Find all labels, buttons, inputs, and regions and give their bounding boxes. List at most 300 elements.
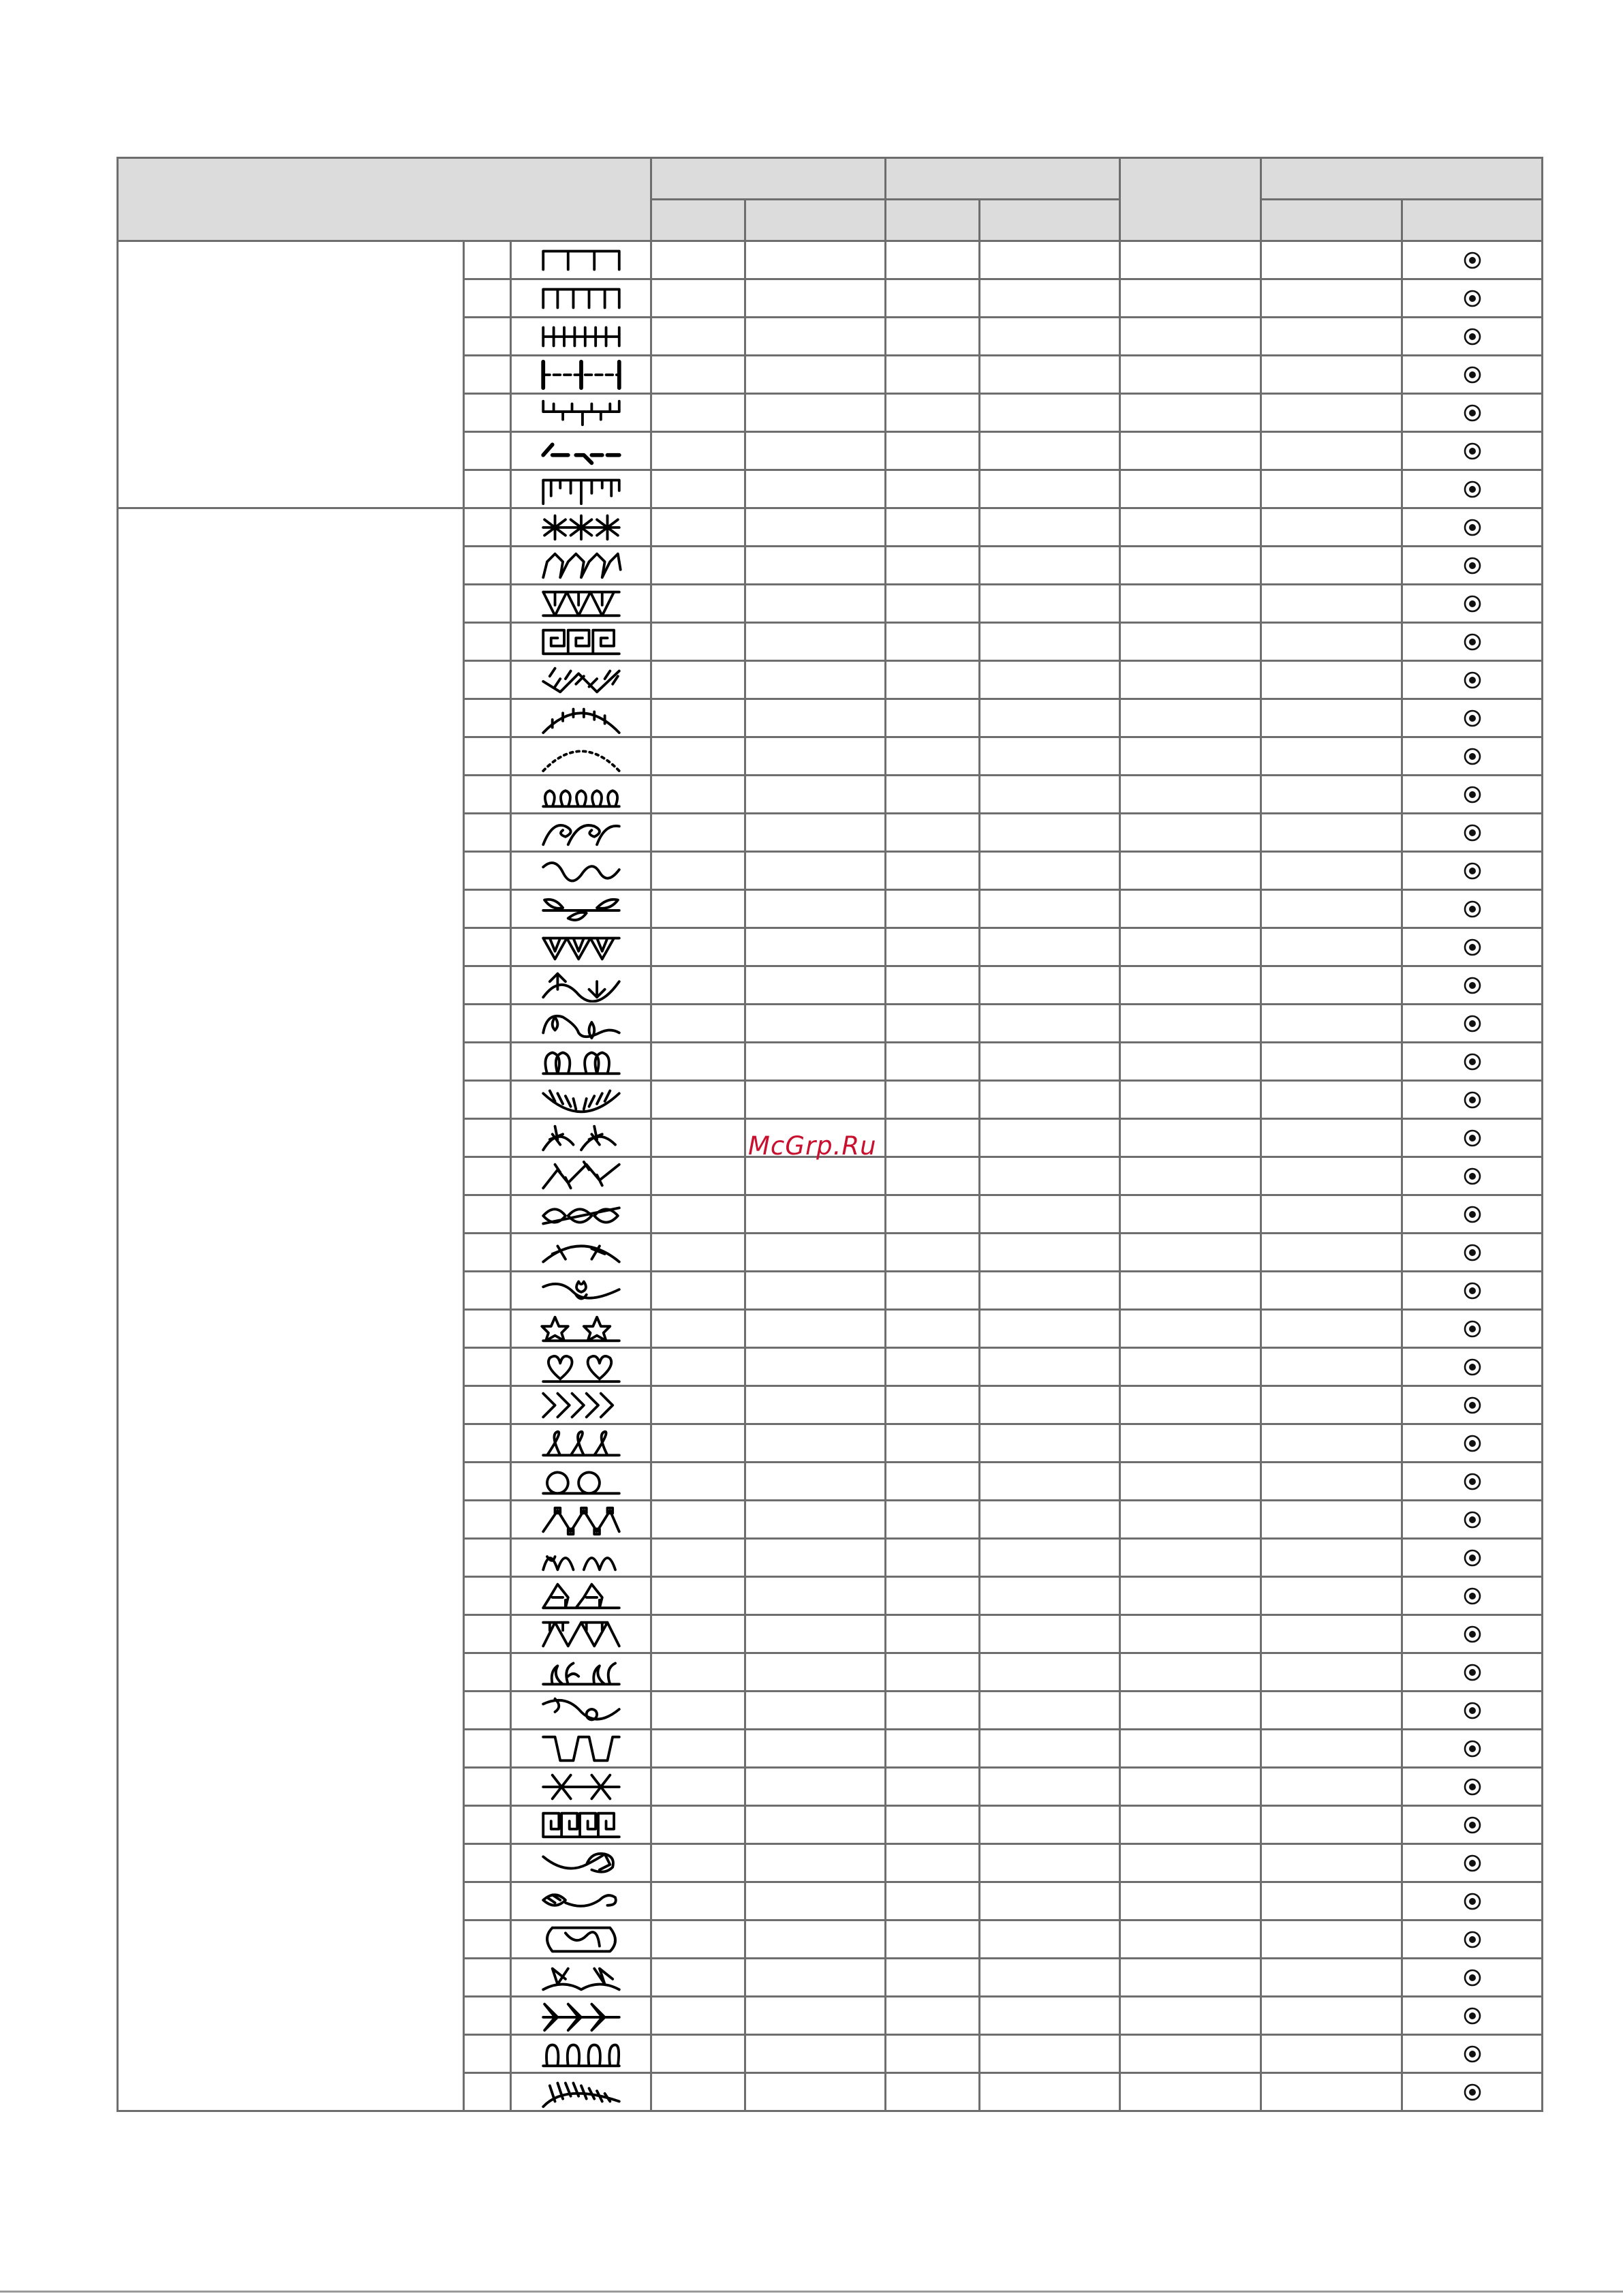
- availability-cell: [1402, 241, 1543, 279]
- value-cell: [1120, 1501, 1261, 1539]
- availability-cell: [1402, 1463, 1543, 1501]
- radio-selected-icon: [1403, 365, 1541, 385]
- value-cell: [1261, 547, 1402, 585]
- value-cell: [1261, 1501, 1402, 1539]
- stitch-pattern-icon: [512, 816, 650, 850]
- pattern-number-cell: [464, 279, 511, 318]
- value-cell: [980, 470, 1120, 508]
- value-cell: [651, 1615, 745, 1653]
- stitch-pattern-icon: [512, 1579, 650, 1613]
- value-cell: [745, 1577, 886, 1615]
- value-cell: [745, 1081, 886, 1119]
- value-cell: [651, 699, 745, 737]
- value-cell: [1120, 776, 1261, 814]
- pattern-cell: [511, 928, 651, 966]
- value-cell: [651, 1997, 745, 2035]
- radio-selected-icon: [1403, 1548, 1541, 1568]
- radio-selected-icon: [1403, 326, 1541, 347]
- stitch-pattern-icon: [512, 1655, 650, 1689]
- pattern-number-cell: [464, 1119, 511, 1157]
- stitch-pattern-icon: [512, 1236, 650, 1270]
- pattern-cell: [511, 1424, 651, 1463]
- value-cell: [1261, 279, 1402, 318]
- value-cell: [745, 1272, 886, 1310]
- pattern-cell: [511, 1386, 651, 1424]
- value-cell: [651, 241, 745, 279]
- value-cell: [886, 1272, 980, 1310]
- availability-cell: [1402, 1997, 1543, 2035]
- value-cell: [1120, 661, 1261, 699]
- value-cell: [745, 547, 886, 585]
- value-cell: [980, 776, 1120, 814]
- availability-cell: [1402, 1348, 1543, 1386]
- header-subcolumn: [651, 200, 745, 241]
- pattern-number-cell: [464, 470, 511, 508]
- radio-selected-icon: [1403, 1700, 1541, 1721]
- pattern-cell: [511, 356, 651, 394]
- value-cell: [745, 1234, 886, 1272]
- value-cell: [1261, 1959, 1402, 1997]
- value-cell: [651, 737, 745, 776]
- pattern-number-cell: [464, 2073, 511, 2111]
- value-cell: [651, 814, 745, 852]
- value-cell: [745, 1424, 886, 1463]
- value-cell: [1261, 1272, 1402, 1310]
- availability-cell: [1402, 1310, 1543, 1348]
- radio-selected-icon: [1403, 1052, 1541, 1072]
- value-cell: [745, 470, 886, 508]
- stitch-pattern-icon: [512, 1465, 650, 1499]
- stitch-pattern-icon: [512, 663, 650, 697]
- stitch-pattern-icon: [512, 1541, 650, 1575]
- value-cell: [1261, 661, 1402, 699]
- pattern-number-cell: [464, 776, 511, 814]
- value-cell: [980, 241, 1120, 279]
- radio-selected-icon: [1403, 403, 1541, 423]
- value-cell: [1261, 356, 1402, 394]
- pattern-number-cell: [464, 852, 511, 890]
- pattern-number-cell: [464, 1195, 511, 1234]
- value-cell: [1261, 1844, 1402, 1882]
- value-cell: [1120, 1463, 1261, 1501]
- value-cell: [745, 1348, 886, 1386]
- value-cell: [1261, 699, 1402, 737]
- stitch-pattern-icon: [512, 1426, 650, 1460]
- availability-cell: [1402, 852, 1543, 890]
- value-cell: [886, 1577, 980, 1615]
- header-subcolumn: [1402, 200, 1543, 241]
- value-cell: [651, 852, 745, 890]
- value-cell: [745, 1463, 886, 1501]
- stitch-pattern-icon: [512, 1923, 650, 1957]
- value-cell: [745, 1005, 886, 1043]
- stitch-pattern-icon: [512, 625, 650, 659]
- stitch-pattern-icon: [512, 434, 650, 468]
- value-cell: [651, 1424, 745, 1463]
- availability-cell: [1402, 1501, 1543, 1539]
- radio-selected-icon: [1403, 288, 1541, 309]
- value-cell: [980, 1081, 1120, 1119]
- availability-cell: [1402, 1005, 1543, 1043]
- value-cell: [1120, 1005, 1261, 1043]
- value-cell: [886, 623, 980, 661]
- stitch-pattern-icon: [512, 243, 650, 277]
- availability-cell: [1402, 776, 1543, 814]
- value-cell: [886, 279, 980, 318]
- stitch-pattern-icon: [512, 1503, 650, 1537]
- value-cell: [980, 1882, 1120, 1920]
- value-cell: [1261, 928, 1402, 966]
- pattern-cell: [511, 432, 651, 470]
- stitch-pattern-icon: [512, 1350, 650, 1384]
- pattern-cell: [511, 1272, 651, 1310]
- value-cell: [651, 1234, 745, 1272]
- pattern-cell: [511, 394, 651, 432]
- value-cell: [651, 2035, 745, 2073]
- pattern-cell: [511, 1539, 651, 1577]
- value-cell: [651, 1195, 745, 1234]
- pattern-cell: [511, 1348, 651, 1386]
- value-cell: [980, 1501, 1120, 1539]
- value-cell: [1261, 1119, 1402, 1157]
- pattern-cell: [511, 1234, 651, 1272]
- value-cell: [1261, 1081, 1402, 1119]
- pattern-number-cell: [464, 432, 511, 470]
- value-cell: [651, 1692, 745, 1730]
- availability-cell: [1402, 623, 1543, 661]
- value-cell: [886, 852, 980, 890]
- value-cell: [1120, 699, 1261, 737]
- value-cell: [886, 1348, 980, 1386]
- radio-selected-icon: [1403, 1624, 1541, 1644]
- availability-cell: [1402, 585, 1543, 623]
- radio-selected-icon: [1403, 1433, 1541, 1454]
- pattern-cell: [511, 699, 651, 737]
- value-cell: [886, 1806, 980, 1844]
- radio-selected-icon: [1403, 1739, 1541, 1759]
- pattern-cell: [511, 1501, 651, 1539]
- stitch-pattern-icon: [512, 930, 650, 964]
- value-cell: [1261, 623, 1402, 661]
- value-cell: [886, 1692, 980, 1730]
- value-cell: [1120, 1043, 1261, 1081]
- availability-cell: [1402, 1272, 1543, 1310]
- stitch-pattern-icon: [512, 854, 650, 888]
- radio-selected-icon: [1403, 899, 1541, 919]
- value-cell: [886, 1615, 980, 1653]
- value-cell: [651, 356, 745, 394]
- availability-cell: [1402, 1730, 1543, 1768]
- value-cell: [1120, 432, 1261, 470]
- value-cell: [980, 1692, 1120, 1730]
- value-cell: [1261, 1653, 1402, 1692]
- value-cell: [745, 1615, 886, 1653]
- pattern-cell: [511, 1730, 651, 1768]
- value-cell: [1261, 318, 1402, 356]
- value-cell: [1261, 852, 1402, 890]
- stitch-pattern-icon: [512, 1197, 650, 1231]
- radio-selected-icon: [1403, 1891, 1541, 1912]
- radio-selected-icon: [1403, 1662, 1541, 1683]
- value-cell: [651, 1539, 745, 1577]
- value-cell: [1120, 1539, 1261, 1577]
- value-cell: [745, 1539, 886, 1577]
- value-cell: [1261, 1997, 1402, 2035]
- value-cell: [886, 432, 980, 470]
- value-cell: [1261, 737, 1402, 776]
- pattern-cell: [511, 890, 651, 928]
- pattern-number-cell: [464, 1424, 511, 1463]
- pattern-cell: [511, 661, 651, 699]
- radio-selected-icon: [1403, 1166, 1541, 1187]
- value-cell: [886, 1882, 980, 1920]
- stitch-pattern-icon: [512, 358, 650, 392]
- value-cell: [886, 1997, 980, 2035]
- radio-selected-icon: [1403, 1510, 1541, 1530]
- value-cell: [1261, 1234, 1402, 1272]
- availability-cell: [1402, 2073, 1543, 2111]
- value-cell: [651, 1272, 745, 1310]
- pattern-cell: [511, 585, 651, 623]
- header-subcolumn: [1261, 200, 1402, 241]
- pattern-number-cell: [464, 737, 511, 776]
- value-cell: [886, 1234, 980, 1272]
- value-cell: [886, 966, 980, 1005]
- availability-cell: [1402, 1081, 1543, 1119]
- value-cell: [651, 1920, 745, 1959]
- availability-cell: [1402, 966, 1543, 1005]
- availability-cell: [1402, 1920, 1543, 1959]
- value-cell: [745, 1844, 886, 1882]
- value-cell: [980, 318, 1120, 356]
- value-cell: [651, 1768, 745, 1806]
- value-cell: [1261, 814, 1402, 852]
- value-cell: [651, 585, 745, 623]
- value-cell: [745, 966, 886, 1005]
- pattern-number-cell: [464, 1081, 511, 1119]
- value-cell: [1261, 1692, 1402, 1730]
- value-cell: [651, 1081, 745, 1119]
- value-cell: [886, 1386, 980, 1424]
- value-cell: [1261, 890, 1402, 928]
- value-cell: [980, 2073, 1120, 2111]
- value-cell: [1261, 1920, 1402, 1959]
- value-cell: [886, 1005, 980, 1043]
- value-cell: [886, 356, 980, 394]
- value-cell: [1120, 1615, 1261, 1653]
- value-cell: [651, 1463, 745, 1501]
- value-cell: [745, 852, 886, 890]
- value-cell: [980, 1806, 1120, 1844]
- value-cell: [886, 1959, 980, 1997]
- pattern-number-cell: [464, 1539, 511, 1577]
- table-row: [118, 241, 1543, 279]
- value-cell: [1120, 1577, 1261, 1615]
- value-cell: [1261, 241, 1402, 279]
- pattern-number-cell: [464, 1844, 511, 1882]
- availability-cell: [1402, 508, 1543, 547]
- pattern-cell: [511, 776, 651, 814]
- radio-selected-icon: [1403, 1586, 1541, 1606]
- radio-selected-icon: [1403, 2006, 1541, 2026]
- value-cell: [886, 928, 980, 966]
- value-cell: [980, 1119, 1120, 1157]
- value-cell: [1120, 1692, 1261, 1730]
- value-cell: [886, 776, 980, 814]
- availability-cell: [1402, 1768, 1543, 1806]
- stitch-pattern-icon: [512, 892, 650, 926]
- value-cell: [745, 776, 886, 814]
- pattern-cell: [511, 318, 651, 356]
- header-pattern-column: [118, 158, 651, 241]
- pattern-cell: [511, 1577, 651, 1615]
- radio-selected-icon: [1403, 632, 1541, 652]
- value-cell: [651, 1577, 745, 1615]
- pattern-number-cell: [464, 928, 511, 966]
- value-cell: [745, 1997, 886, 2035]
- value-cell: [651, 776, 745, 814]
- pattern-number-cell: [464, 1348, 511, 1386]
- radio-selected-icon: [1403, 784, 1541, 805]
- value-cell: [1120, 1882, 1261, 1920]
- pattern-number-cell: [464, 1272, 511, 1310]
- value-cell: [1120, 1157, 1261, 1195]
- radio-selected-icon: [1403, 861, 1541, 881]
- value-cell: [651, 1653, 745, 1692]
- availability-cell: [1402, 699, 1543, 737]
- value-cell: [745, 2073, 886, 2111]
- footer-rule: [0, 2291, 1623, 2293]
- value-cell: [980, 1234, 1120, 1272]
- pattern-number-cell: [464, 394, 511, 432]
- value-cell: [1120, 318, 1261, 356]
- value-cell: [745, 432, 886, 470]
- availability-cell: [1402, 1844, 1543, 1882]
- value-cell: [980, 1959, 1120, 1997]
- pattern-number-cell: [464, 2035, 511, 2073]
- value-cell: [745, 1501, 886, 1539]
- radio-selected-icon: [1403, 1013, 1541, 1034]
- availability-cell: [1402, 1195, 1543, 1234]
- value-cell: [1120, 1768, 1261, 1806]
- value-cell: [745, 1692, 886, 1730]
- availability-cell: [1402, 1043, 1543, 1081]
- value-cell: [886, 1844, 980, 1882]
- stitch-pattern-icon: [512, 1007, 650, 1041]
- availability-cell: [1402, 1234, 1543, 1272]
- availability-cell: [1402, 737, 1543, 776]
- availability-cell: [1402, 2035, 1543, 2073]
- radio-selected-icon: [1403, 1090, 1541, 1110]
- pattern-cell: [511, 1844, 651, 1882]
- value-cell: [886, 470, 980, 508]
- value-cell: [651, 2073, 745, 2111]
- value-cell: [745, 1920, 886, 1959]
- availability-cell: [1402, 1386, 1543, 1424]
- value-cell: [1120, 470, 1261, 508]
- pattern-cell: [511, 1768, 651, 1806]
- value-cell: [651, 661, 745, 699]
- value-cell: [886, 2035, 980, 2073]
- stitch-pattern-icon: [512, 968, 650, 1002]
- stitch-pattern-icon: [512, 739, 650, 774]
- value-cell: [1261, 2073, 1402, 2111]
- pattern-number-cell: [464, 1920, 511, 1959]
- radio-selected-icon: [1403, 479, 1541, 500]
- value-cell: [886, 318, 980, 356]
- value-cell: [1120, 2035, 1261, 2073]
- value-cell: [980, 1272, 1120, 1310]
- pattern-number-cell: [464, 1463, 511, 1501]
- value-cell: [886, 1768, 980, 1806]
- value-cell: [980, 737, 1120, 776]
- pattern-number-cell: [464, 508, 511, 547]
- value-cell: [980, 432, 1120, 470]
- radio-selected-icon: [1403, 1929, 1541, 1950]
- value-cell: [745, 623, 886, 661]
- value-cell: [745, 1386, 886, 1424]
- stitch-pattern-icon: [512, 1808, 650, 1842]
- value-cell: [1120, 585, 1261, 623]
- availability-cell: [1402, 814, 1543, 852]
- value-cell: [745, 1806, 886, 1844]
- value-cell: [1120, 241, 1261, 279]
- stitch-pattern-icon: [512, 472, 650, 506]
- stitch-pattern-icon: [512, 1961, 650, 1995]
- availability-cell: [1402, 470, 1543, 508]
- value-cell: [745, 928, 886, 966]
- availability-cell: [1402, 1692, 1543, 1730]
- pattern-cell: [511, 737, 651, 776]
- value-cell: [980, 1424, 1120, 1463]
- stitch-pattern-icon: [512, 1846, 650, 1880]
- pattern-cell: [511, 1692, 651, 1730]
- value-cell: [1120, 1959, 1261, 1997]
- availability-cell: [1402, 394, 1543, 432]
- stitch-pattern-icon: [512, 2037, 650, 2071]
- value-cell: [1261, 1348, 1402, 1386]
- value-cell: [651, 318, 745, 356]
- radio-selected-icon: [1403, 1853, 1541, 1873]
- radio-selected-icon: [1403, 2044, 1541, 2064]
- value-cell: [1261, 1424, 1402, 1463]
- value-cell: [1261, 1577, 1402, 1615]
- value-cell: [1120, 547, 1261, 585]
- pattern-number-cell: [464, 1997, 511, 2035]
- pattern-number-cell: [464, 623, 511, 661]
- value-cell: [1120, 1310, 1261, 1348]
- stitch-pattern-icon: [512, 1121, 650, 1155]
- pattern-number-cell: [464, 318, 511, 356]
- value-cell: [980, 661, 1120, 699]
- availability-cell: [1402, 1882, 1543, 1920]
- stitch-pattern-icon: [512, 396, 650, 430]
- value-cell: [886, 699, 980, 737]
- pattern-cell: [511, 508, 651, 547]
- value-cell: [745, 661, 886, 699]
- value-cell: [886, 890, 980, 928]
- stitch-pattern-icon: [512, 587, 650, 621]
- availability-cell: [1402, 318, 1543, 356]
- value-cell: [1261, 1157, 1402, 1195]
- pattern-cell: [511, 1653, 651, 1692]
- radio-selected-icon: [1403, 517, 1541, 538]
- radio-selected-icon: [1403, 1777, 1541, 1797]
- value-cell: [980, 1386, 1120, 1424]
- pattern-cell: [511, 1043, 651, 1081]
- value-cell: [651, 1157, 745, 1195]
- value-cell: [886, 1920, 980, 1959]
